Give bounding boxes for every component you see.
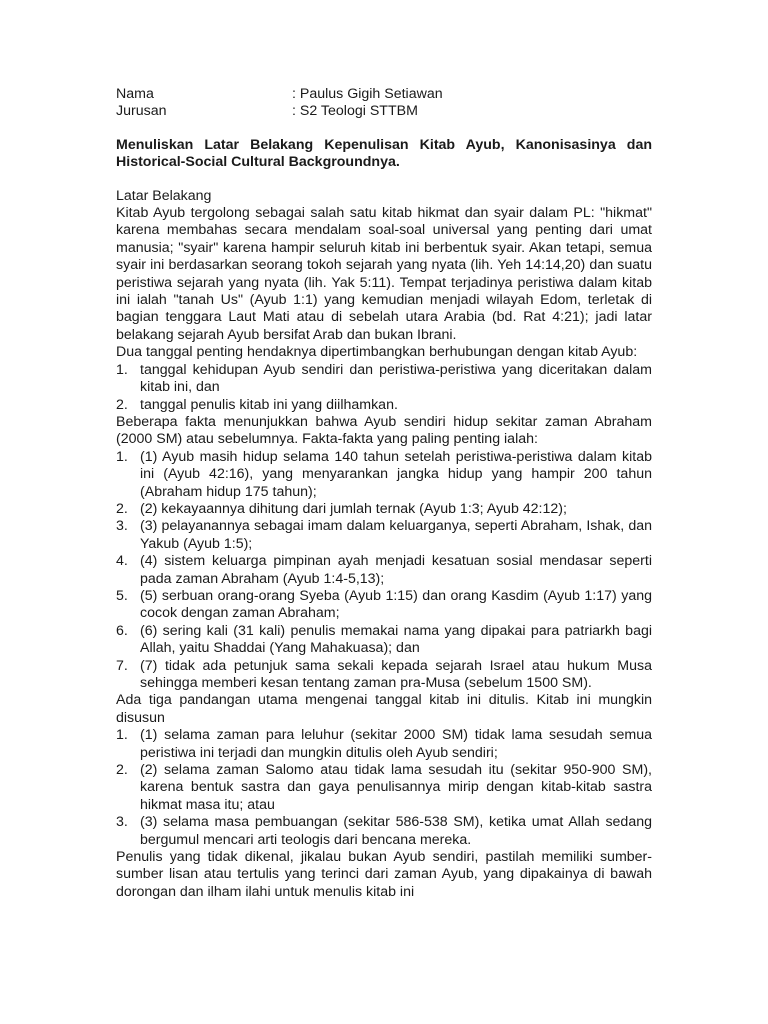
list-item [116,553,652,588]
list-facts [116,449,652,693]
paragraph-views: Ada tiga pandangan utama mengenai tanggal kitab ini ditulis. Kitab ini mungkin disusun [116,692,652,726]
list-item [116,501,652,518]
list-item [116,623,652,658]
list-text: (4) sistem keluarga pimpinan ayah menjadi kesatuan sosial mendasar seperti pada zaman Abraham (Ayub 1:4-5,13); [140,553,652,587]
paragraph-intro: Kitab Ayub tergolong sebagai salah satu kitab hikmat dan syair dalam PL: "hikmat" karena membahas secara mendalam soal-soal universal yang penting dari umat manusia; "syair" karena hampir seluruh kitab ini berbentuk syair. Akan tetapi, semua syair ini berdasarkan seorang tokoh sejarah yang nyata (lih. Yeh 14:14,20) dan suatu peristiwa sejarah yang nyata (lih. Yak 5:11). Tempat terjadinya peristiwa dalam kitab ini ialah "tanah Us" (Ayub 1:1) yang kemudian menjadi wilayah Edom, terletak di bagian tenggara Laut Mati atau di sebelah utara Arabia (bd. Rat 4:21); jadi latar belakang sejarah Ayub bersifat Arab dan bukan Ibrani. [116,205,652,343]
list-text: (1) selama zaman para leluhur (sekitar 2000 SM) tidak lama sesudah semua peristiwa ini terjadi dan mungkin ditulis oleh Ayub sendiri; [140,727,652,761]
list-number: 1. [116,361,128,378]
list-text: (5) serbuan orang-orang Syeba (Ayub 1:15) dan orang Kasdim (Ayub 1:17) yang cocok dengan zaman Abraham; [140,587,652,622]
list-item [116,658,652,693]
list-text: (3) selama masa pembuangan (sekitar 586-538 SM), ketika umat Allah sedang bergumul mencari arti teologis dari bencana mereka. [140,814,652,848]
list-text: tanggal penulis kitab ini yang diilhamkan. [140,396,398,413]
list-item [116,397,652,414]
list-item [116,727,652,762]
list-number: 7. [116,657,128,674]
list-item [116,449,652,501]
paragraph-two-dates: Dua tanggal penting hendaknya dipertimbangkan berhubungan dengan kitab Ayub: [116,344,638,361]
department-row [116,103,652,120]
list-dates [116,362,652,414]
list-number: 1. [116,448,128,465]
department-value: : S2 Teologi STTBM [292,103,418,120]
document-body [116,86,652,901]
list-number: 3. [116,518,128,535]
list-text: (2) selama zaman Salomo atau tidak lama sesudah itu (sekitar 950-900 SM), karena bentuk sastra dan gaya penulisannya mirip dengan kitab-kitab sastra hikmat masa itu; atau [140,762,652,813]
list-item [116,814,652,849]
paragraph-facts: Beberapa fakta menunjukkan bahwa Ayub sendiri hidup sekitar zaman Abraham (2000 SM) atau sebelumnya. Fakta-fakta yang paling penting ialah: [116,413,652,448]
list-number: 2. [116,500,128,517]
list-item [116,588,652,623]
department-label: Jurusan [116,103,167,120]
section-heading: Latar Belakang [116,187,212,204]
list-item [116,362,652,397]
list-text: (2) kekayaannya dihitung dari jumlah ternak (Ayub 1:3; Ayub 42:12); [140,500,567,517]
list-item [116,762,652,814]
list-text: (6) sering kali (31 kali) penulis memakai nama yang dipakai para patriarkh bagi Allah, yaitu Shaddai (Yang Mahakuasa); dan [140,622,652,657]
list-item [116,518,652,553]
list-number: 1. [116,727,128,744]
name-row [116,86,652,103]
name-label: Nama [116,86,154,102]
list-number: 6. [116,622,128,639]
list-text: (1) Ayub masih hidup selama 140 tahun setelah peristiwa-peristiwa dalam kitab ini (Ayub 42:16), yang menyarankan jangka hidup yang hampir 200 tahun (Abraham hidup 175 tahun); [140,448,652,500]
list-number: 5. [116,587,128,604]
list-text: (3) pelayanannya sebagai imam dalam keluarganya, seperti Abraham, Ishak, dan Yakub (Ayub 1:5); [140,518,652,552]
list-number: 4. [116,553,128,570]
name-value: : Paulus Gigih Setiawan [292,86,443,102]
document-title: Menuliskan Latar Belakang Kepenulisan Kitab Ayub, Kanonisasinya dan Historical-Social Cultural Backgroundnya. [116,136,652,171]
list-views [116,727,652,849]
list-number: 2. [116,396,128,413]
paragraph-author: Penulis yang tidak dikenal, jikalau bukan Ayub sendiri, pastilah memiliki sumber-sumber lisan atau tertulis yang terinci dari zaman Ayub, yang dipakainya di bawah dorongan dan ilham ilahi untuk menulis kitab ini [116,849,652,900]
list-text: (7) tidak ada petunjuk sama sekali kepada sejarah Israel atau hukum Musa sehingga memberi kesan tentang zaman pra-Musa (sebelum 1500 SM). [140,657,652,691]
list-text: tanggal kehidupan Ayub sendiri dan peristiwa-peristiwa yang diceritakan dalam kitab ini, dan [140,361,652,396]
list-number: 3. [116,814,128,831]
list-number: 2. [116,762,128,779]
